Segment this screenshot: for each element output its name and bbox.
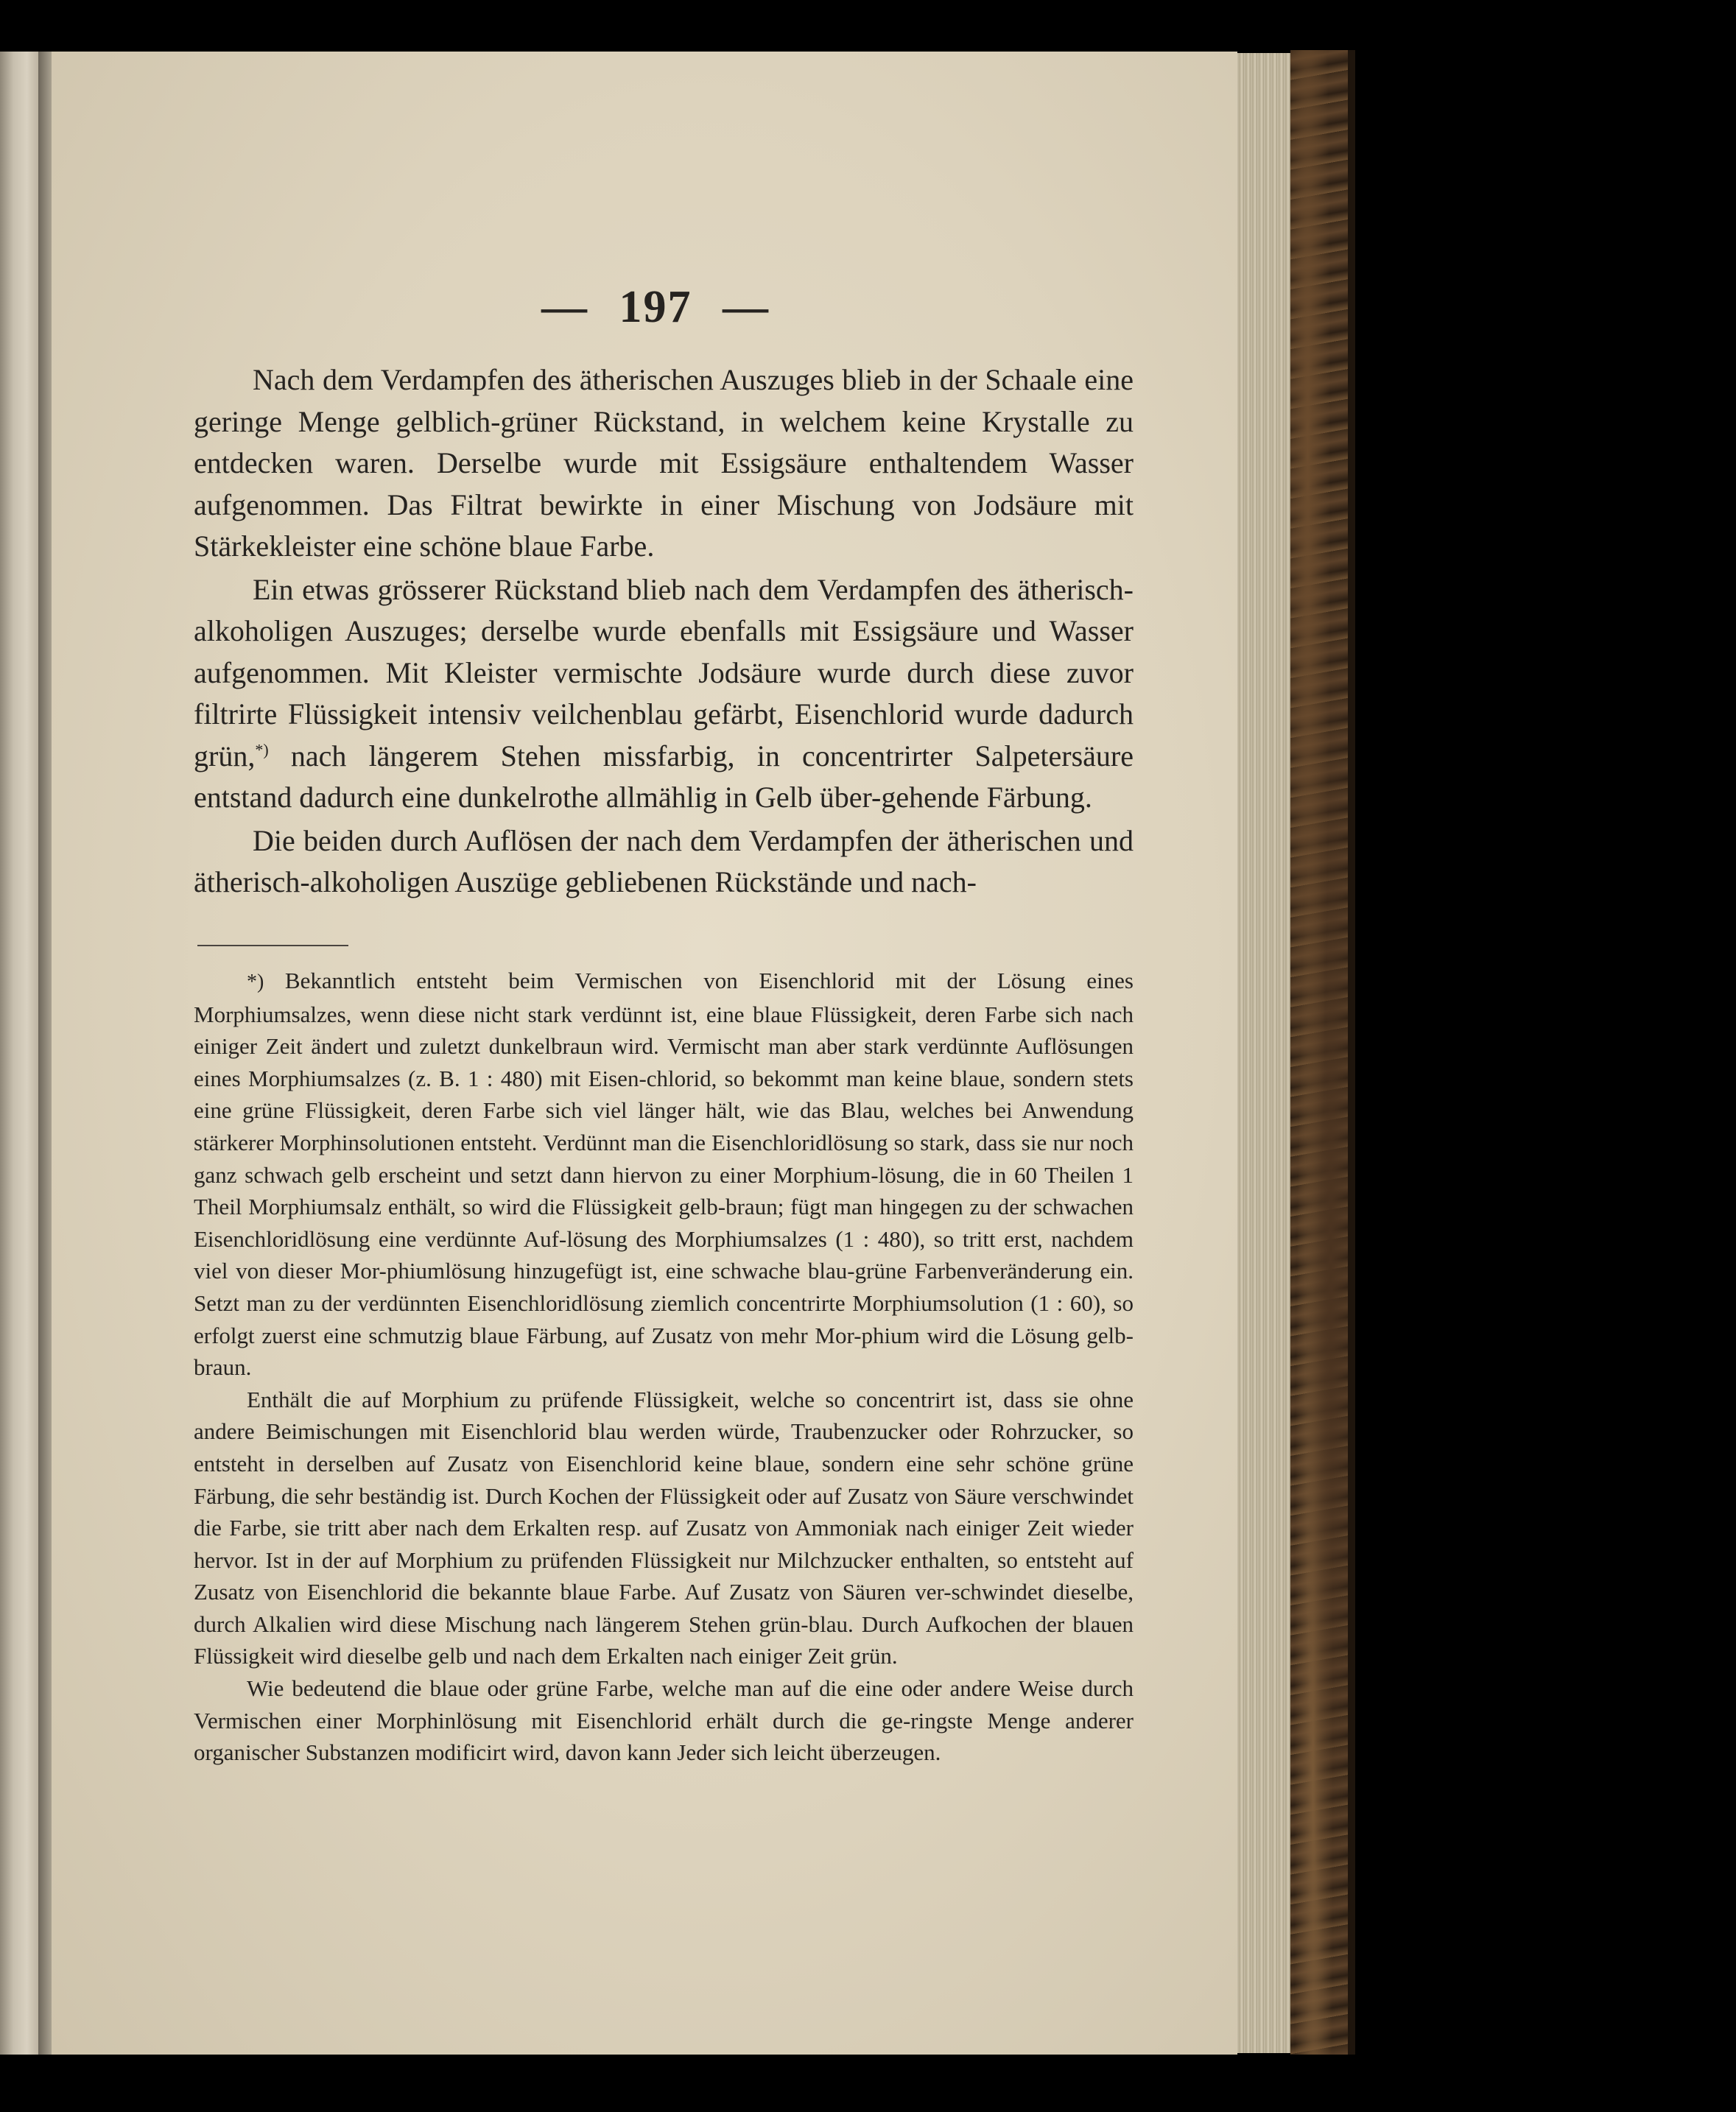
footnote-paragraph: Enthält die auf Morphium zu prüfende Flüssigkeit, welche so concentrirt ist, dass sie ohne andere Beimischungen mit Eisenchlorid blau werden würde, Traubenzucker oder Rohrzucker, so entsteht in derselben auf Zusatz von Eisenchlorid keine blaue, sondern eine sehr schöne grüne Färbung, die sehr beständig ist. Durch Kochen der Flüssigkeit oder auf Zusatz von Säure verschwindet die Farbe, sie tritt aber nach dem Erkalten resp. auf Zusatz von Ammoniak nach einiger Zeit wieder hervor. Ist in der auf Morphium zu prüfenden Flüssigkeit nur Milchzucker enthalten, so entsteht auf Zusatz von Eisenchlorid die bekannte blaue Farbe. Auf Zusatz von Säuren ver-schwindet dieselbe, durch Alkalien wird diese Mischung nach längerem Stehen grün-blau. Durch Aufkochen der blauen Flüssigkeit wird dieselbe gelb und nach dem Erkalten nach einiger Zeit grün. [194, 1386, 1134, 1669]
page-number: — 197 — [541, 282, 770, 332]
footnote-divider [197, 945, 348, 946]
paragraph-text: Ein etwas grösserer Rückstand blieb nach dem Verdampfen des ätherisch-alkoholigen Auszuges; derselbe wurde ebenfalls mit Essigsäure und Wasser aufgenommen. Mit Kleister vermischte Jodsäure wurde durch diese zuvor filtrirte Flüssigkeit intensiv veilchenblau gefärbt, Eisenchlorid wurde dadurch grün, [194, 572, 1134, 772]
paragraph: Nach dem Verdampfen des ätherischen Auszuges blieb in der Schaale eine geringe Menge gelblich-grüner Rückstand, in welchem keine Krystalle zu entdecken waren. Derselbe wurde mit Essigsäure enthaltendem Wasser aufgenommen. Das Filtrat bewirkte in einer Mischung von Jodsäure mit Stärkekleister eine schöne blaue Farbe. [194, 363, 1134, 563]
footnote [194, 965, 1134, 1769]
paragraph-text: nach längerem Stehen missfarbig, in concentrirter Salpetersäure entstand dadurch eine dunkelrothe allmählig in Gelb über-gehende Färbung. [194, 739, 1134, 814]
footnote-paragraph: Wie bedeutend die blaue oder grüne Farbe, welche man auf die eine oder andere Weise durch Vermischen einer Morphinlösung mit Eisenchlorid erhält durch die ge-ringste Menge anderer organischer Substanzen modificirt wird, davon kann Jeder sich leicht überzeugen. [194, 1675, 1134, 1766]
footnote-text: Bekanntlich entsteht beim Vermischen von Eisenchlorid mit der Lösung eines Morphiumsalzes, wenn diese nicht stark verdünnt ist, eine blaue Flüssigkeit, deren Farbe sich nach einiger Zeit ändert und zuletzt dunkelbraun wird. Vermischt man aber stark verdünnte Auflösungen eines Morphiumsalzes (z. B. 1 : 480) mit Eisen-chlorid, so bekommt man keine blaue, sondern stets eine grüne Flüssigkeit, deren Farbe sich viel länger hält, wie das Blau, welches bei Anwendung stärkerer Morphinsolutionen entsteht. Verdünnt man die Eisenchloridlösung so stark, dass sie nur noch ganz schwach gelb erscheint und setzt dann hiervon zu einer Morphium-lösung, die in 60 Theilen 1 Theil Morphiumsalz enthält, so wird die Flüssigkeit gelb-braun; fügt man hingegen zu der schwachen Eisenchloridlösung eine verdünnte Auf-lösung des Morphiumsalzes (1 : 480), so tritt erst, nachdem viel von dieser Mor-phiumlösung hinzugefügt ist, eine schwache blau-grüne Farbenveränderung ein. Setzt man zu der verdünnten Eisenchloridlösung ziemlich concentrirte Morphiumsolution (1 : 60), so erfolgt zuerst eine schmutzig blaue Färbung, auf Zusatz von mehr Mor-phium wird die Lösung gelb-braun. [194, 968, 1134, 1381]
paragraph [194, 569, 1134, 819]
facing-page-edge [0, 52, 38, 2055]
marbled-cover [1290, 50, 1348, 2055]
paragraph: Die beiden durch Auflösen der nach dem Verdampfen der ätherischen und ätherisch-alkoholigen Auszüge gebliebenen Rückstände und nach- [194, 823, 1134, 898]
book-gutter [38, 52, 52, 2055]
footnote-paragraph [194, 965, 1134, 1384]
page-stack-edge [1237, 53, 1290, 2053]
book-page [52, 52, 1237, 2055]
footnote-marker: *) [247, 971, 264, 993]
cover-edge [1348, 50, 1355, 2055]
main-text [194, 359, 1134, 905]
footnote-reference[interactable]: *) [255, 740, 269, 759]
